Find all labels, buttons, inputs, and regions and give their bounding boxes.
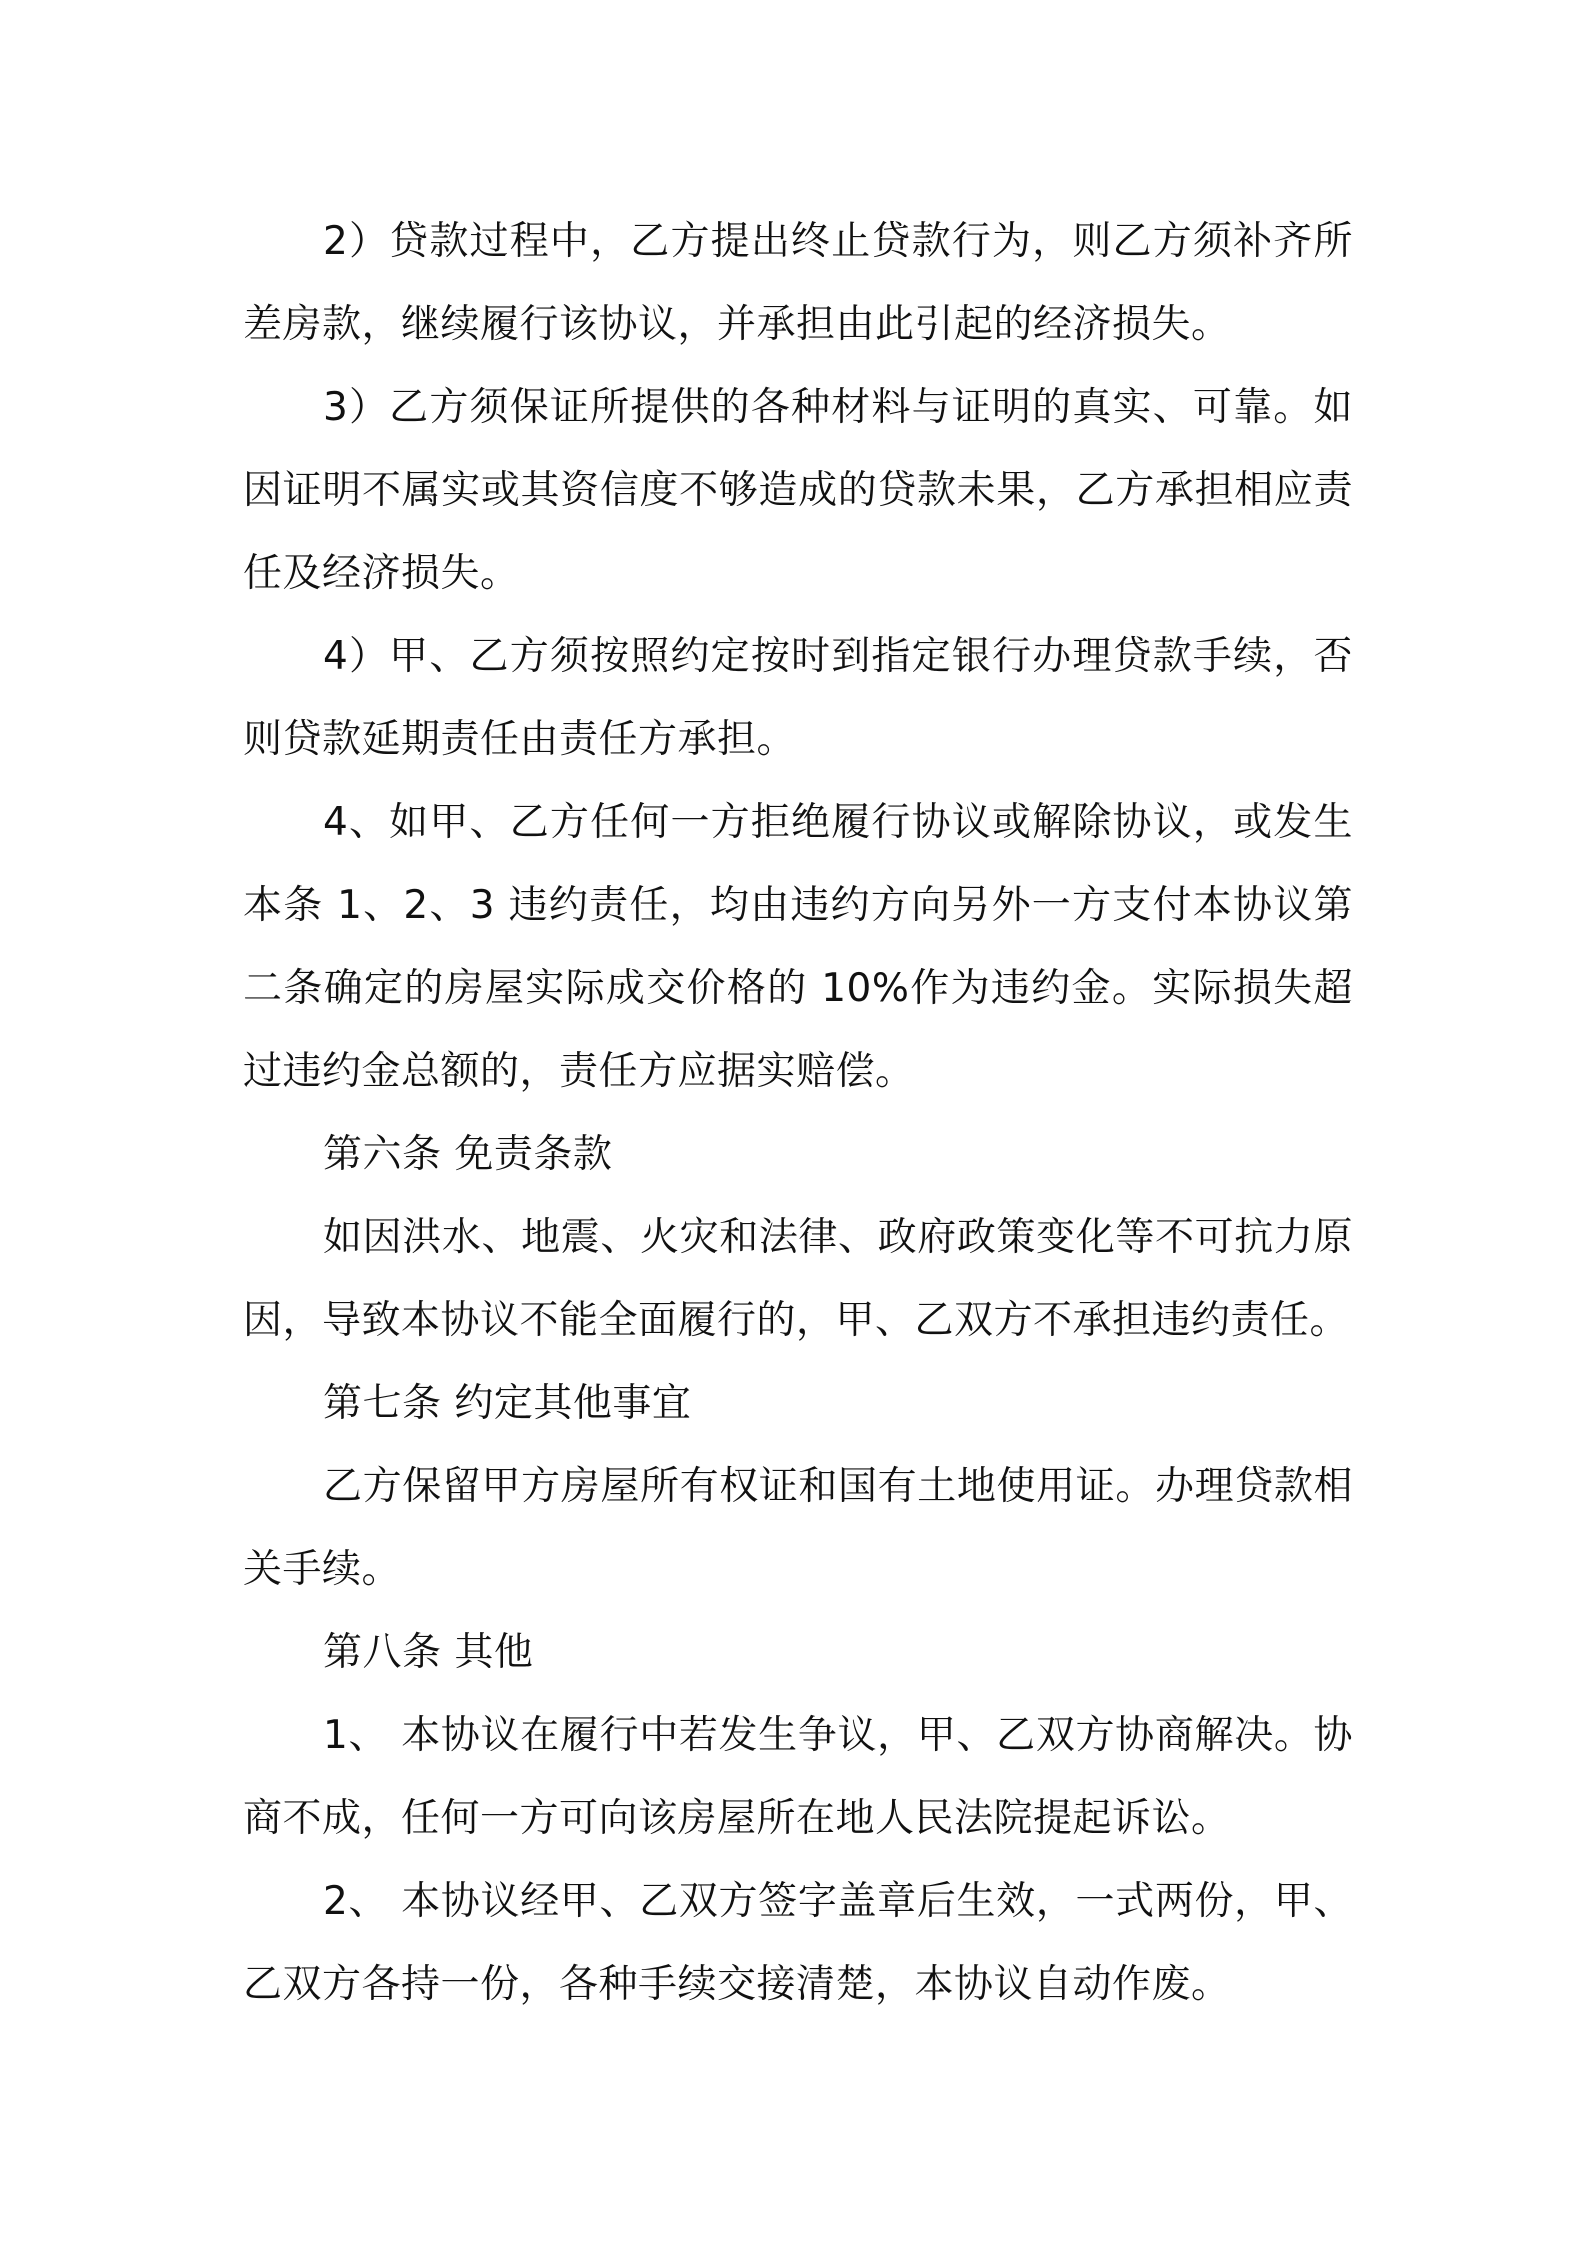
section-heading-article-7: 第七条 约定其他事宜 [323,1381,692,1426]
clause-certificates-retention: 乙方保留甲方房屋所有权证和国有土地使用证。办理贷款相关手续。 [243,1464,1353,1592]
document-page [243,200,1353,2026]
clause-loan-termination: 2）贷款过程中，乙方提出终止贷款行为，则乙方须补齐所差房款，继续履行该协议，并承担由此引起的经济损失。 [243,219,1353,347]
clause-effectiveness: 2、 本协议经甲、乙双方签字盖章后生效，一式两份，甲、乙双方各持一份，各种手续交接清楚，本协议自动作废。 [243,1879,1353,2007]
clause-force-majeure: 如因洪水、地震、火灾和法律、政府政策变化等不可抗力原因，导致本协议不能全面履行的，甲、乙双方不承担违约责任。 [243,1215,1353,1343]
section-heading-article-6: 第六条 免责条款 [323,1132,613,1177]
section-heading-article-8: 第八条 其他 [323,1630,534,1675]
clause-dispute-resolution: 1、 本协议在履行中若发生争议，甲、乙双方协商解决。协商不成，任何一方可向该房屋所在地人民法院提起诉讼。 [243,1713,1353,1841]
clause-bank-procedures: 4）甲、乙方须按照约定按时到指定银行办理贷款手续，否则贷款延期责任由责任方承担。 [243,634,1353,762]
clause-materials-authenticity: 3）乙方须保证所提供的各种材料与证明的真实、可靠。如因证明不属实或其资信度不够造成的贷款未果，乙方承担相应责任及经济损失。 [243,385,1353,596]
clause-breach-penalty: 4、如甲、乙方任何一方拒绝履行协议或解除协议，或发生本条 1、2、3 违约责任，均由违约方向另外一方支付本协议第二条确定的房屋实际成交价格的 10%作为违约金。实际损失超过违约金总额的，责任方应据实赔偿。 [243,800,1353,1094]
